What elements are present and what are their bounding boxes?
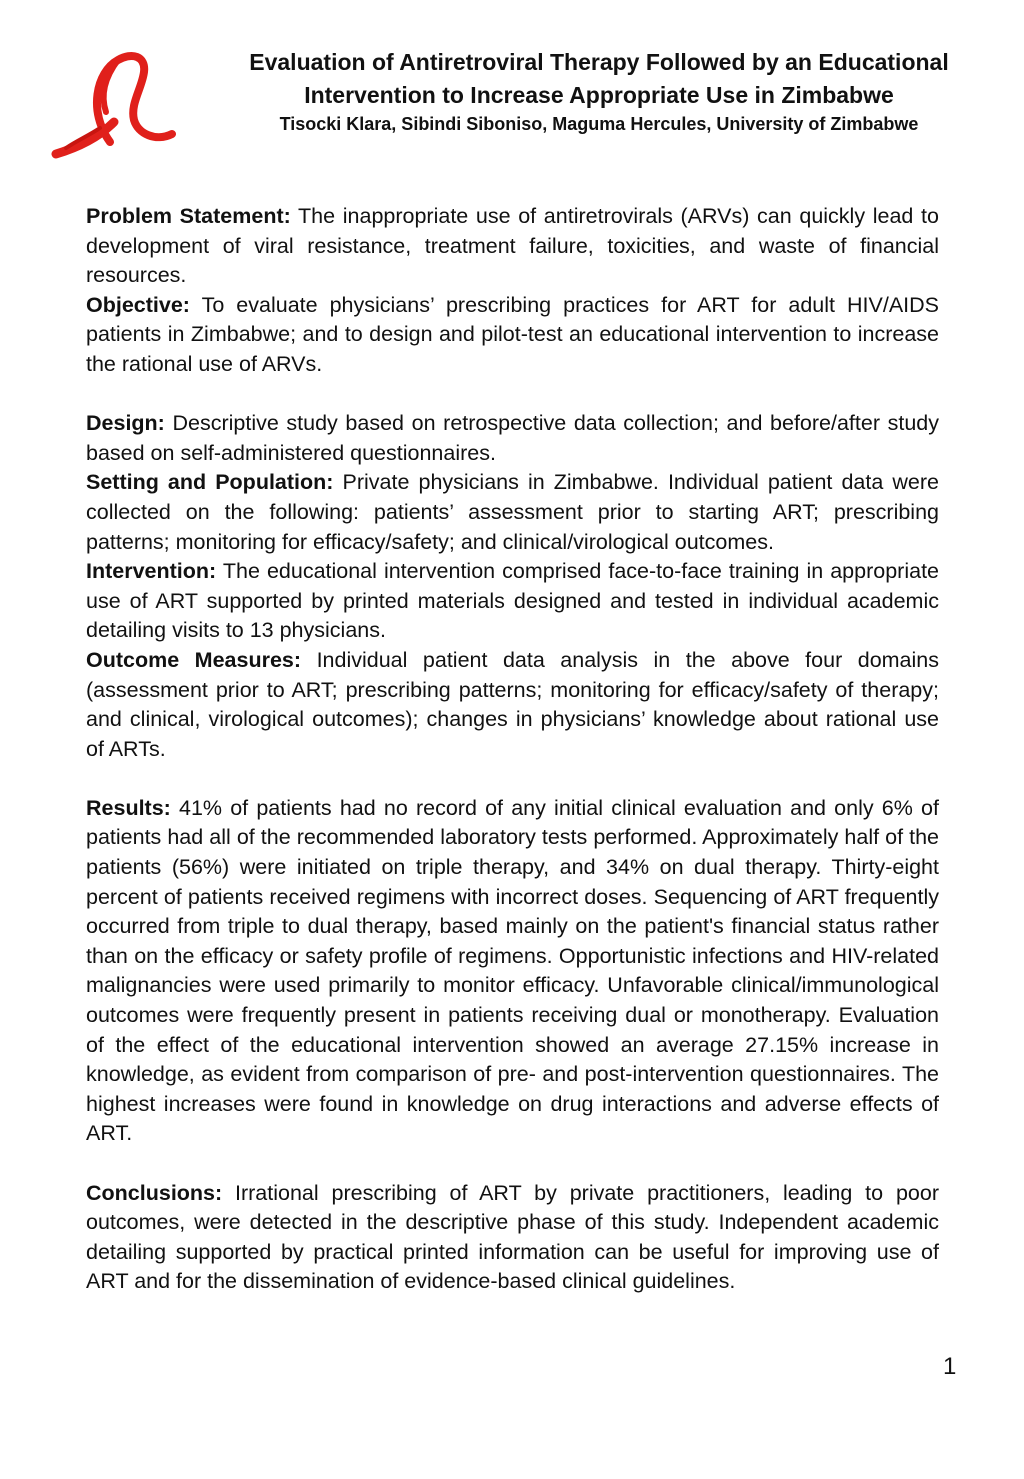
title-line-2: Intervention to Increase Appropriate Use in Zimbabwe	[304, 82, 894, 108]
section-label: Intervention:	[86, 559, 217, 584]
section-text: Individual patient data analysis in the above four domains (assessment prior to ART; prescribing patterns; monitoring for efficacy/safety of therapy; and clinical, virological outcomes); changes in physicians’ knowledge about rational use of ARTs.	[86, 647, 940, 761]
problem-statement	[86, 202, 939, 291]
section-text: To evaluate physicians’ prescribing practices for ART for adult HIV/AIDS patients in Zimbabwe; and to design and pilot-test an educational intervention to increase the rational use of ARVs.	[86, 292, 939, 376]
section-label: Conclusions:	[86, 1180, 223, 1205]
section-label: Objective:	[86, 292, 190, 317]
results	[86, 794, 939, 1149]
conclusions	[86, 1179, 939, 1297]
section-label: Setting and Population:	[86, 470, 334, 495]
section-label: Problem Statement:	[86, 204, 291, 228]
section-label: Outcome Measures:	[86, 647, 302, 672]
abstract-body	[86, 202, 939, 1297]
section-label: Results:	[86, 795, 171, 820]
objective	[86, 291, 939, 380]
design	[86, 409, 939, 468]
section-text: 41% of patients had no record of any initial clinical evaluation and only 6% of patients had all of the recommended laboratory tests performed. Approximately half of the patients (56%) were initiated on triple therapy, and 34% on dual therapy. Thirty-eight percent of patients received regimens with incorrect doses. Sequencing of ART frequently occurred from triple to dual therapy, based mainly on the patient's financial status rather than on the efficacy or safety profile of regimens. Opportunistic infections and HIV-related malignancies were used primarily to monitor efficacy. Unfavorable clinical/immunological outcomes were frequently present in patients receiving dual or monotherapy. Evaluation of the effect of the educational intervention showed an average 27.15% increase in knowledge, as evident from comparison of pre- and post-intervention questionnaires. The highest increases were found in knowledge on drug interactions and adverse effects of ART.	[86, 795, 939, 1146]
red-ribbon-icon	[48, 42, 180, 160]
section-text: Private physicians in Zimbabwe. Individual patient data were collected on the following: patients’ assessment prior to starting ART; prescribing patterns; monitoring for efficacy/safety; and clinical/virological outcomes.	[86, 470, 939, 554]
intervention	[86, 557, 939, 646]
poster-header	[185, 46, 1013, 136]
section-label: Design:	[86, 411, 165, 436]
section-text: The inappropriate use of antiretrovirals (ARVs) can quickly lead to development of viral resistance, treatment failure, toxicities, and waste of financial resources.	[86, 204, 939, 288]
section-text: Irrational prescribing of ART by private practitioners, leading to poor outcomes, were detected in the descriptive phase of this study. Independent academic detailing supported by practical printed information can be useful for improving use of ART and for the dissemination of evidence-based clinical guidelines.	[86, 1180, 939, 1294]
section-text: Descriptive study based on retrospective data collection; and before/after study based on self-administered questionnaires.	[86, 411, 939, 465]
setting-and-population	[86, 468, 939, 557]
authors: Tisocki Klara, Sibindi Siboniso, Maguma Hercules, University of Zimbabwe	[279, 114, 919, 134]
title-line-1: Evaluation of Antiretroviral Therapy Followed by an Educational	[249, 49, 949, 75]
page-number: 1	[943, 1353, 957, 1380]
section-text: The educational intervention comprised face-to-face training in appropriate use of ART supported by printed materials designed and tested in individual academic detailing visits to 13 physicians.	[86, 559, 939, 643]
outcome-measures	[86, 646, 939, 764]
